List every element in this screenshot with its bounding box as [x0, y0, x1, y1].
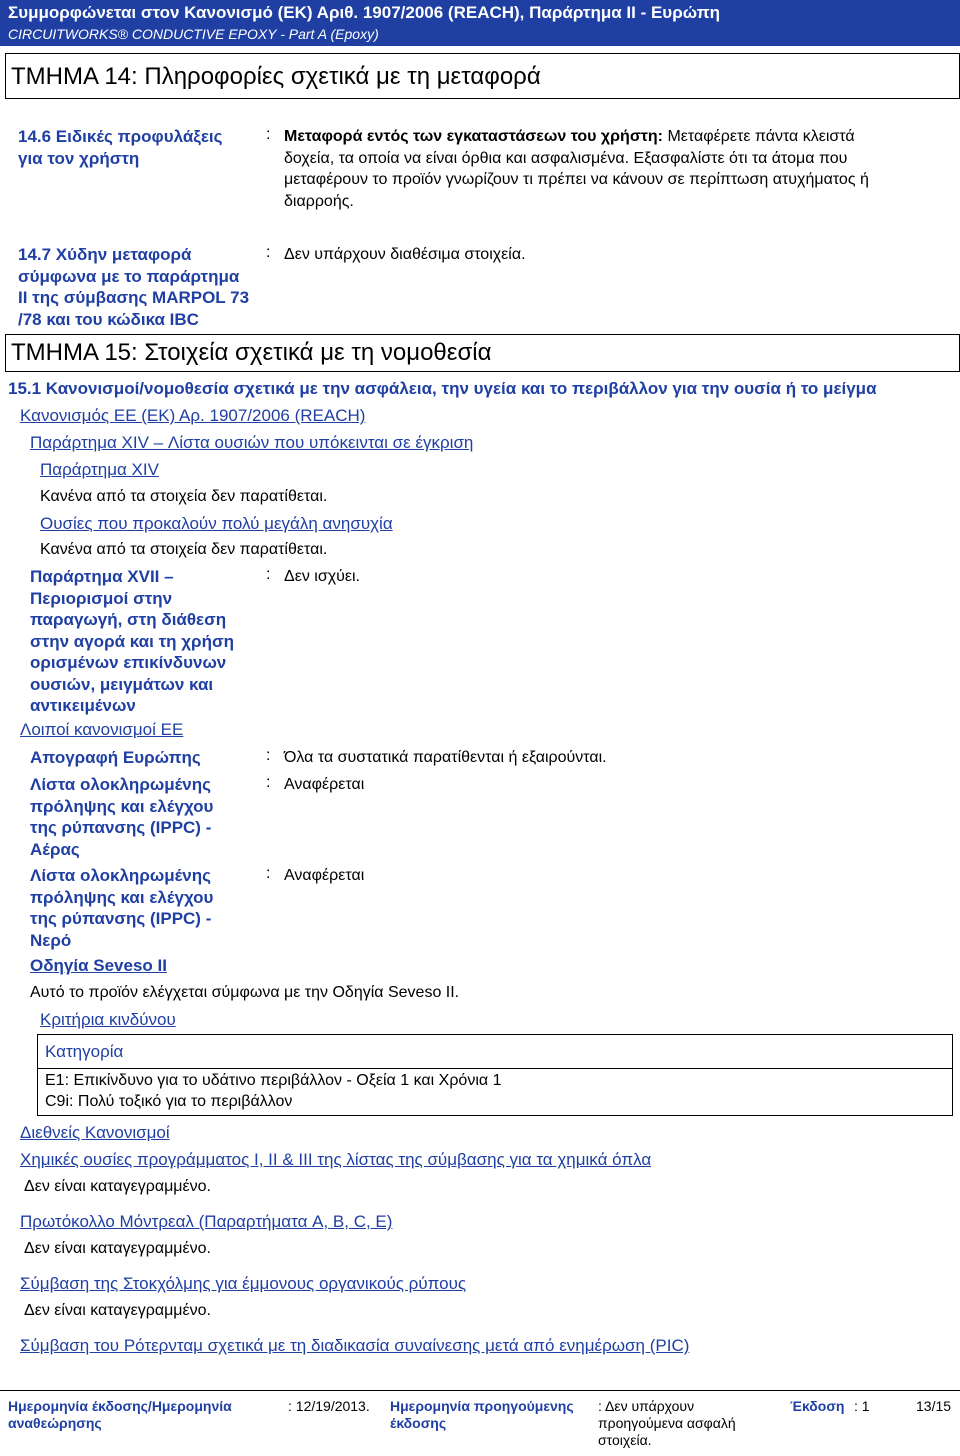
annex-14-list-link[interactable]: Παράρτημα XIV – Λίστα ουσιών που υπόκεινται σε έγκριση	[30, 433, 474, 452]
colon: :	[266, 244, 271, 261]
subsection-15-1: 15.1 Κανονισμοί/νομοθεσία σχετικά με την ασφάλεια, την υγεία και το περιβάλλον για την ουσία ή το μείγμα	[8, 379, 877, 398]
annex-14-value: Κανένα από τα στοιχεία δεν παρατίθεται.	[40, 488, 328, 505]
colon: :	[266, 566, 271, 583]
page-number: 13/15	[916, 1398, 952, 1414]
document-header	[0, 0, 960, 46]
section-15-title: ΤΜΗΜΑ 15: Στοιχεία σχετικά με τη νομοθεσία	[11, 339, 492, 366]
montreal-link[interactable]: Πρωτόκολλο Μόντρεαλ (Παραρτήματα A, B, C, E)	[20, 1212, 393, 1231]
stockholm-link[interactable]: Σύμβαση της Στοκχόλμης για έμμονους οργανικούς ρύπους	[20, 1274, 467, 1293]
value-line: προηγούμενα ασφαλή	[598, 1415, 736, 1431]
value-line: στοιχεία.	[598, 1432, 652, 1448]
label-line: ουσιών, μειγμάτων και	[30, 674, 214, 694]
label-line: II της σύμβασης MARPOL 73	[18, 288, 250, 307]
ippc-water-label	[30, 865, 213, 951]
annex-17-label	[30, 566, 234, 717]
label-line: Ημερομηνία έκδοσης/Ημερομηνία	[8, 1398, 232, 1414]
issue-date-value: : 12/19/2013.	[288, 1398, 370, 1414]
category-table	[37, 1034, 953, 1116]
label-line: στην αγορά και τη χρήση	[30, 631, 234, 651]
label-line: 14.6 Ειδικές προφυλάξεις	[18, 127, 223, 146]
label-line: Νερό	[30, 930, 72, 950]
version-value: : 1	[854, 1398, 870, 1414]
reach-link[interactable]: Κανονισμός ΕΕ (ΕΚ) Αρ. 1907/2006 (REACH)	[20, 406, 366, 425]
label-line: 14.7 Χύδην μεταφορά	[18, 245, 192, 264]
stockholm-value: Δεν είναι καταγεγραμμένο.	[24, 1302, 211, 1319]
annex-14-link[interactable]: Παράρτημα XIV	[40, 460, 159, 479]
rotterdam-link[interactable]: Σύμβαση του Ρότερνταμ σχετικά με τη διαδικασία συναίνεσης μετά από ενημέρωση (PIC)	[20, 1336, 690, 1355]
label-line: της ρύπανσης (IPPC) -	[30, 909, 212, 928]
montreal-value: Δεν είναι καταγεγραμμένο.	[24, 1240, 211, 1257]
label-line: Παράρτημα XVII –	[30, 567, 174, 586]
item-14-7-value: Δεν υπάρχουν διαθέσιμα στοιχεία.	[284, 246, 526, 263]
label-line: πρόληψης και ελέγχου	[30, 796, 214, 816]
label-line: έκδοσης	[390, 1415, 447, 1431]
value-line: δοχεία, τα οποία να είναι όρθια και ασφαλισμένα. Εξασφαλίστε ότι τα άτομα που	[284, 149, 848, 167]
label-line: /78 και του κώδικα IBC	[18, 309, 199, 329]
colon: :	[266, 747, 271, 764]
issue-date-label	[8, 1398, 232, 1432]
category-header: Κατηγορία	[45, 1042, 124, 1061]
ippc-air-value: Αναφέρεται	[284, 776, 365, 793]
seveso-text: Αυτό το προϊόν ελέγχεται σύμφωνα με την Οδηγία Seveso II.	[30, 984, 460, 1001]
ippc-water-value: Αναφέρεται	[284, 867, 365, 884]
label-line: αντικειμένων	[30, 696, 136, 715]
prev-issue-label	[390, 1398, 574, 1432]
label-line: Λίστα ολοκληρωμένης	[30, 866, 211, 885]
category-row: C9i: Πολύ τοξικό για το περιβάλλον	[45, 1093, 293, 1110]
value-bold: Μεταφορά εντός των εγκαταστάσεων του χρήστη:	[284, 128, 663, 145]
inventory-label: Απογραφή Ευρώπης	[30, 748, 201, 767]
ippc-air-label	[30, 774, 213, 860]
label-line: ορισμένων επικίνδυνων	[30, 653, 227, 672]
footer-rule	[0, 1390, 960, 1391]
label-line: πρόληψης και ελέγχου	[30, 887, 214, 907]
other-eu-link[interactable]: Λοιποί κανονισμοί ΕΕ	[20, 720, 184, 739]
colon: :	[266, 126, 271, 143]
svhc-value: Κανένα από τα στοιχεία δεν παρατίθεται.	[40, 541, 328, 558]
svhc-link[interactable]: Ουσίες που προκαλούν πολύ μεγάλη ανησυχία	[40, 514, 393, 533]
value-rest: Μεταφέρετε πάντα κλειστά	[663, 128, 855, 145]
category-row: E1: Επικίνδυνο για το υδάτινο περιβάλλον - Οξεία 1 και Χρόνια 1	[45, 1072, 502, 1089]
category-table-header	[38, 1035, 952, 1069]
item-14-6-value	[284, 126, 869, 212]
value-line: διαρροής.	[284, 192, 354, 210]
item-14-6-label	[18, 126, 223, 169]
label-line: Ημερομηνία προηγούμενης	[390, 1398, 574, 1414]
section-15-box	[5, 334, 960, 372]
cwc-value: Δεν είναι καταγεγραμμένο.	[24, 1178, 211, 1195]
label-line: παραγωγή, στη διάθεση	[30, 610, 227, 629]
product-name: CIRCUITWORKS® CONDUCTIVE EPOXY - Part A (Epoxy)	[8, 26, 379, 42]
annex-17-value: Δεν ισχύει.	[284, 568, 360, 585]
label-line: Λίστα ολοκληρωμένης	[30, 775, 211, 794]
label-line: της ρύπανσης (IPPC) -	[30, 818, 212, 837]
label-line: σύμφωνα με το παράρτημα	[18, 266, 240, 286]
value-line: μεταφέρουν το προϊόν γνωρίζουν τι πρέπει να κάνουν σε περίπτωση ατυχήματος ή	[284, 171, 869, 188]
item-14-7-label	[18, 244, 249, 330]
international-link[interactable]: Διεθνείς Κανονισμοί	[20, 1123, 170, 1142]
section-14-title: ΤΜΗΜΑ 14: Πληροφορίες σχετικά με τη μεταφορά	[11, 63, 541, 90]
colon: :	[266, 865, 271, 882]
cwc-link[interactable]: Χημικές ουσίες προγράμματος I, II & III της λίστας της σύμβασης για τα χημικά όπλα	[20, 1150, 652, 1169]
value-line: : Δεν υπάρχουν	[598, 1398, 695, 1414]
prev-issue-value	[598, 1398, 736, 1449]
section-14-box	[5, 53, 960, 99]
colon: :	[266, 774, 271, 791]
seveso-link[interactable]: Οδηγία Seveso II	[30, 956, 167, 975]
label-line: Περιορισμοί στην	[30, 588, 173, 608]
label-line: Αέρας	[30, 839, 80, 859]
hazard-criteria-link[interactable]: Κριτήρια κινδύνου	[40, 1010, 176, 1029]
label-line: για τον χρήστη	[18, 148, 140, 168]
version-label: Έκδοση	[790, 1398, 845, 1414]
label-line: αναθεώρησης	[8, 1415, 102, 1431]
regulation-title: Συμμορφώνεται στον Κανονισμό (ΕΚ) Αριθ. 1907/2006 (REACH), Παράρτημα II - Ευρώπη	[8, 3, 721, 22]
inventory-value: Όλα τα συστατικά παρατίθενται ή εξαιρούνται.	[284, 749, 607, 766]
